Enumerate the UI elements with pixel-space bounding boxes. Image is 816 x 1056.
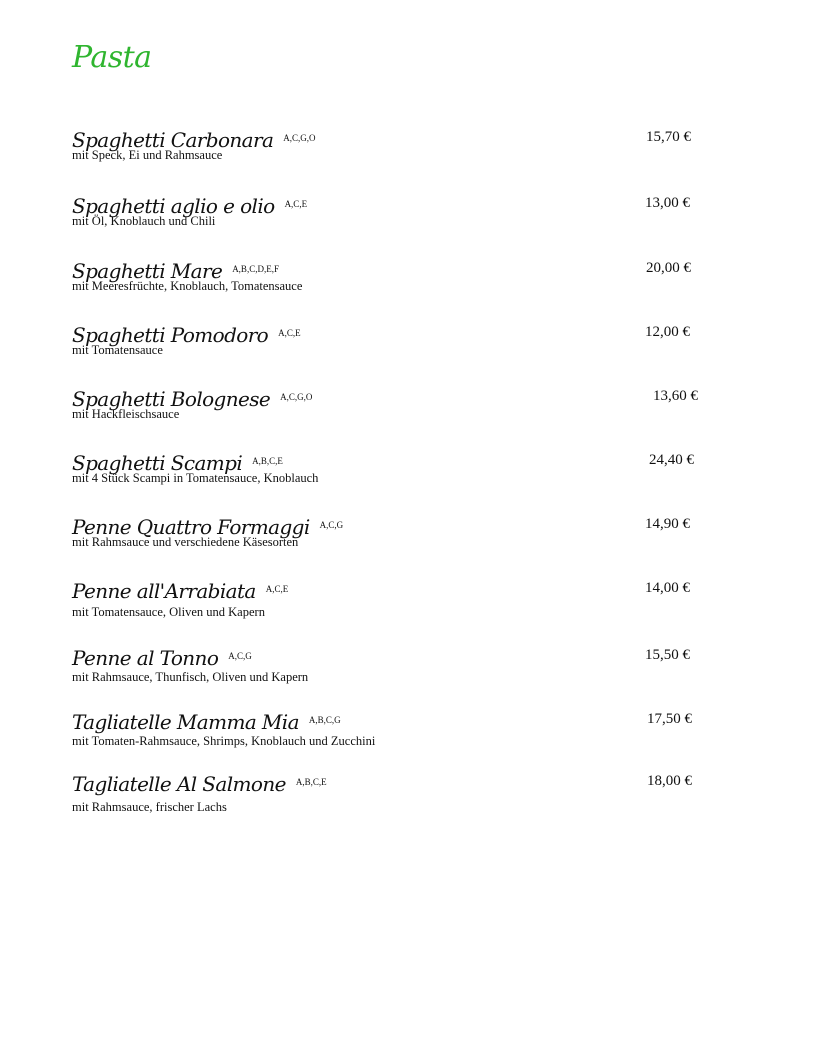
dish-price: 24,40 € xyxy=(649,452,694,468)
dish-name-text: Penne al Tonno xyxy=(72,646,219,670)
allergen-codes: A,C,G,O xyxy=(280,392,313,402)
dish-description: mit Rahmsauce und verschiedene Käsesorten xyxy=(72,535,299,549)
dish-name-text: Spaghetti Mare xyxy=(72,259,223,283)
dish-name-text: Spaghetti aglio e olio xyxy=(72,194,275,218)
menu-item xyxy=(72,126,712,170)
dish-description: mit Tomatensauce, Oliven und Kapern xyxy=(72,605,265,619)
dish-name xyxy=(72,708,341,734)
allergen-codes: A,B,C,D,E,F xyxy=(232,264,279,274)
dish-description: mit Tomatensauce xyxy=(72,343,163,357)
dish-description: mit Meeresfrüchte, Knoblauch, Tomatensauce xyxy=(72,279,303,293)
dish-name-text: Tagliatelle Al Salmone xyxy=(72,772,286,796)
allergen-codes: A,C,E xyxy=(284,199,308,209)
dish-name-text: Penne Quattro Formaggi xyxy=(72,515,310,539)
dish-price: 15,70 € xyxy=(646,129,691,145)
dish-name-text: Spaghetti Carbonara xyxy=(72,128,274,152)
dish-name xyxy=(72,644,252,670)
dish-price: 18,00 € xyxy=(647,773,692,789)
dish-price: 13,00 € xyxy=(645,195,690,211)
allergen-codes: A,C,G xyxy=(319,520,344,530)
dish-description: mit Hackfleischsauce xyxy=(72,407,180,421)
allergen-codes: A,B,C,E xyxy=(295,777,327,787)
dish-description: mit Rahmsauce, Thunfisch, Oliven und Kapern xyxy=(72,670,309,684)
dish-description: mit Öl, Knoblauch und Chili xyxy=(72,214,216,228)
dish-price: 12,00 € xyxy=(645,324,690,340)
menu-item xyxy=(72,770,712,814)
dish-price: 13,60 € xyxy=(653,388,698,404)
allergen-codes: A,B,C,G xyxy=(308,715,341,725)
allergen-codes: A,C,G,O xyxy=(283,133,316,143)
allergen-codes: A,C,G xyxy=(228,651,252,661)
dish-name-text: Spaghetti Pomodoro xyxy=(72,323,269,347)
menu-item xyxy=(72,257,712,301)
dish-name-text: Tagliatelle Mamma Mia xyxy=(72,710,299,734)
dish-name xyxy=(72,577,288,603)
dish-description: mit Rahmsauce, frischer Lachs xyxy=(72,800,227,814)
allergen-codes: A,B,C,E xyxy=(252,456,283,466)
allergen-codes: A,C,E xyxy=(265,584,289,594)
dish-price: 17,50 € xyxy=(647,711,692,727)
menu-item xyxy=(72,577,712,621)
menu-item xyxy=(72,321,712,365)
dish-description: mit Tomaten-Rahmsauce, Shrimps, Knoblauch und Zucchini xyxy=(72,734,376,748)
dish-description: mit Speck, Ei und Rahmsauce xyxy=(72,148,223,162)
menu-item xyxy=(72,192,712,236)
menu-item xyxy=(72,385,712,429)
dish-price: 20,00 € xyxy=(646,260,691,276)
menu-item xyxy=(72,708,712,752)
allergen-codes: A,C,E xyxy=(278,328,301,338)
menu-item xyxy=(72,513,712,557)
dish-description: mit 4 Stück Scampi in Tomatensauce, Knoblauch xyxy=(72,471,319,485)
dish-price: 14,00 € xyxy=(645,580,690,596)
dish-price: 14,90 € xyxy=(645,516,690,532)
page-title: Pasta xyxy=(72,40,152,75)
dish-name xyxy=(72,770,327,796)
dish-name-text: Spaghetti Scampi xyxy=(72,451,243,475)
dish-name-text: Spaghetti Bolognese xyxy=(72,387,271,411)
menu-item xyxy=(72,449,712,493)
dish-name-text: Penne all'Arrabiata xyxy=(72,579,256,603)
dish-price: 15,50 € xyxy=(645,647,690,663)
menu-item xyxy=(72,644,712,688)
